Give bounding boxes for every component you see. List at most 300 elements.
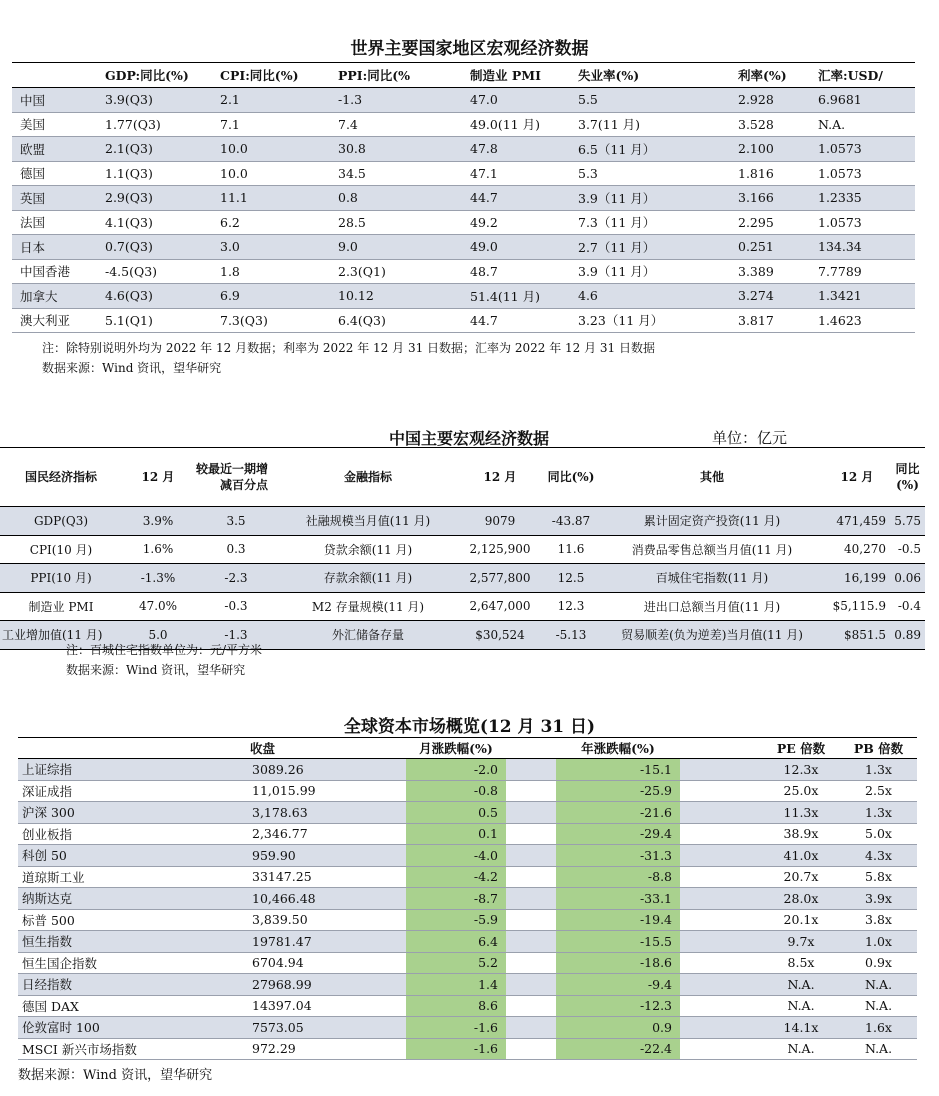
table3-gap — [506, 759, 556, 781]
table3-index-name: 深证成指 — [18, 780, 250, 802]
table2-cell: 3.9% — [122, 507, 194, 536]
table2-cell: 贷款余额(11 月) — [278, 535, 458, 564]
table1-cell: 10.12 — [336, 284, 468, 309]
table2-cell: 16,199 — [824, 564, 890, 593]
table2-header-cell: 较最近一期增减百分点 — [194, 448, 278, 507]
table1-cell: 1.2335 — [816, 186, 915, 211]
table2-cell: -0.4 — [890, 592, 925, 621]
table1-cell: 49.2 — [468, 210, 576, 235]
table3-gap — [680, 888, 762, 910]
table1-cell: 2.295 — [736, 210, 816, 235]
table1-cell: 44.7 — [468, 308, 576, 333]
table3-gap — [506, 866, 556, 888]
world-macro-table — [12, 62, 915, 333]
table3-pb: 1.3x — [840, 802, 917, 824]
table1-cell: 3.166 — [736, 186, 816, 211]
table2-unit: 单位：亿元 — [712, 429, 788, 447]
table3-row — [18, 952, 917, 974]
table3-pe: 25.0x — [762, 780, 840, 802]
table3-year-change: -8.8 — [556, 866, 680, 888]
table3-gap — [680, 995, 762, 1017]
table2-cell: 3.5 — [194, 507, 278, 536]
table2-cell: 11.6 — [542, 535, 600, 564]
table1-cell: 3.9（11 月） — [576, 186, 736, 211]
table2-cell: 12.3 — [542, 592, 600, 621]
table2-header-cell: 同比(%) — [890, 448, 925, 507]
table3-title: 全球资本市场概览(12 月 31 日) — [343, 717, 596, 737]
table3-row — [18, 909, 917, 931]
table2-header-cell: 12 月 — [458, 448, 542, 507]
table1-cell: 10.0 — [218, 137, 336, 162]
table1-cell: 7.1 — [218, 112, 336, 137]
table3-month-change: 1.4 — [406, 974, 506, 996]
table3-gap — [680, 1017, 762, 1039]
table1-header-cell: 汇率:USD/ — [816, 63, 915, 88]
table1-region-cell: 美国 — [12, 112, 103, 137]
table1-cell: 48.7 — [468, 259, 576, 284]
table3-gap — [506, 974, 556, 996]
table3-pe: 41.0x — [762, 845, 840, 867]
table3-header-cell: PE 倍数 — [762, 738, 840, 759]
table3-pb: 1.0x — [840, 931, 917, 953]
table2-header-cell: 其他 — [600, 448, 824, 507]
table3-month-change: -4.2 — [406, 866, 506, 888]
table3-year-change: -25.9 — [556, 780, 680, 802]
table3-gap — [680, 802, 762, 824]
table3-index-name: 上证综指 — [18, 759, 250, 781]
table1-cell: 134.34 — [816, 235, 915, 260]
table2-cell: CPI(10 月) — [0, 535, 122, 564]
table1-region-cell: 德国 — [12, 161, 103, 186]
table3-year-change: -21.6 — [556, 802, 680, 824]
table3-month-change: 6.4 — [406, 931, 506, 953]
table3-pe: 28.0x — [762, 888, 840, 910]
table2-cell: -0.5 — [890, 535, 925, 564]
table3-year-change: -9.4 — [556, 974, 680, 996]
table3-year-change: -18.6 — [556, 952, 680, 974]
table3-header-cell: 月涨跌幅(%) — [406, 738, 506, 759]
table1-cell: 5.3 — [576, 161, 736, 186]
table2-cell: 5.0 — [122, 621, 194, 650]
table1-cell: 1.816 — [736, 161, 816, 186]
table3-row — [18, 780, 917, 802]
table3-index-name: 科创 50 — [18, 845, 250, 867]
table2-cell: -2.3 — [194, 564, 278, 593]
table3-month-change: -4.0 — [406, 845, 506, 867]
table1-cell: 49.0(11 月) — [468, 112, 576, 137]
table1-cell: 51.4(11 月) — [468, 284, 576, 309]
table3-close: 7573.05 — [250, 1017, 406, 1039]
table3-close: 2,346.77 — [250, 823, 406, 845]
table3-month-change: -2.0 — [406, 759, 506, 781]
table1-cell: -4.5(Q3) — [103, 259, 218, 284]
table3-gap — [680, 974, 762, 996]
table3-pb: 4.3x — [840, 845, 917, 867]
table1-row — [12, 88, 915, 113]
table1-cell: 0.251 — [736, 235, 816, 260]
table3-pb: 3.8x — [840, 909, 917, 931]
table3-pb: N.A. — [840, 974, 917, 996]
table1-cell: 0.8 — [336, 186, 468, 211]
table2-header-cell: 12 月 — [122, 448, 194, 507]
table3-close: 10,466.48 — [250, 888, 406, 910]
table1-cell: 1.8 — [218, 259, 336, 284]
table2-cell: 5.75 — [890, 507, 925, 536]
table3-pe: 14.1x — [762, 1017, 840, 1039]
table1-cell: 30.8 — [336, 137, 468, 162]
table3-year-change: -22.4 — [556, 1038, 680, 1060]
table3-row — [18, 759, 917, 781]
table1-region-cell: 英国 — [12, 186, 103, 211]
table3-month-change: 8.6 — [406, 995, 506, 1017]
table3-row — [18, 866, 917, 888]
table1-cell: 2.1(Q3) — [103, 137, 218, 162]
table1-cell: 47.1 — [468, 161, 576, 186]
table1-row — [12, 308, 915, 333]
table3-pb: 1.6x — [840, 1017, 917, 1039]
table3-gap — [506, 995, 556, 1017]
table1-cell: 6.5（11 月） — [576, 137, 736, 162]
table2-cell: -1.3% — [122, 564, 194, 593]
table1-cell: 3.9（11 月） — [576, 259, 736, 284]
table2-cell: 9079 — [458, 507, 542, 536]
table3-gap — [506, 1038, 556, 1060]
table3-index-name: 沪深 300 — [18, 802, 250, 824]
table1-cell: 6.4(Q3) — [336, 308, 468, 333]
table1-cell: 2.3(Q1) — [336, 259, 468, 284]
table3-pb: 5.8x — [840, 866, 917, 888]
table2-cell: $851.5 — [824, 621, 890, 650]
table1-header-cell: 失业率(%) — [576, 63, 736, 88]
table3-gap — [506, 823, 556, 845]
table2-header-cell: 国民经济指标 — [0, 448, 122, 507]
table3-source: 数据来源：Wind 资讯，望华研究 — [18, 1068, 213, 1083]
table1-header-cell: CPI:同比(%) — [218, 63, 336, 88]
table1-cell: 2.928 — [736, 88, 816, 113]
table2-cell: 进出口总额当月值(11 月) — [600, 592, 824, 621]
table3-pe: 20.7x — [762, 866, 840, 888]
table3-close: 19781.47 — [250, 931, 406, 953]
table1-cell: 3.274 — [736, 284, 816, 309]
table3-pe: N.A. — [762, 995, 840, 1017]
table1-cell: 49.0 — [468, 235, 576, 260]
table2-cell: 2,577,800 — [458, 564, 542, 593]
table2-cell: -43.87 — [542, 507, 600, 536]
table2-row — [0, 592, 925, 621]
table2-cell: 工业增加值(11 月) — [0, 621, 122, 650]
table3-close: 3089.26 — [250, 759, 406, 781]
table1-cell: 3.817 — [736, 308, 816, 333]
table2-cell: 2,647,000 — [458, 592, 542, 621]
table3-month-change: -5.9 — [406, 909, 506, 931]
table3-index-name: 恒生国企指数 — [18, 952, 250, 974]
table2-cell: GDP(Q3) — [0, 507, 122, 536]
table2-cell: 制造业 PMI — [0, 592, 122, 621]
table3-gap — [680, 780, 762, 802]
table2-cell: 0.89 — [890, 621, 925, 650]
table3-close: 972.29 — [250, 1038, 406, 1060]
table1-cell: 3.7(11 月) — [576, 112, 736, 137]
table3-month-change: -8.7 — [406, 888, 506, 910]
table3-header-cell — [680, 738, 762, 759]
table2-cell: $5,115.9 — [824, 592, 890, 621]
table3-header-cell: PB 倍数 — [840, 738, 917, 759]
table1-header-cell — [12, 63, 103, 88]
table3-month-change: -0.8 — [406, 780, 506, 802]
table3-gap — [506, 802, 556, 824]
table3-year-change: -19.4 — [556, 909, 680, 931]
table3-pe: 38.9x — [762, 823, 840, 845]
table2-header-row — [0, 448, 925, 507]
table2-cell: $30,524 — [458, 621, 542, 650]
table2-cell: 471,459 — [824, 507, 890, 536]
table2-note: 注：百城住宅指数单位为：元/平方米 — [66, 643, 263, 657]
table3-month-change: 0.1 — [406, 823, 506, 845]
table1-cell: N.A. — [816, 112, 915, 137]
table3-close: 6704.94 — [250, 952, 406, 974]
table3-row — [18, 1017, 917, 1039]
table2-cell: 0.06 — [890, 564, 925, 593]
table3-row — [18, 974, 917, 996]
table3-year-change: -29.4 — [556, 823, 680, 845]
table1-cell: 3.528 — [736, 112, 816, 137]
table3-pe: N.A. — [762, 974, 840, 996]
table2-cell: 12.5 — [542, 564, 600, 593]
table2-cell: 百城住宅指数(11 月) — [600, 564, 824, 593]
table1-cell: 4.6(Q3) — [103, 284, 218, 309]
table1-cell: -1.3 — [336, 88, 468, 113]
table1-cell: 1.3421 — [816, 284, 915, 309]
table1-cell: 5.1(Q1) — [103, 308, 218, 333]
table1-row — [12, 186, 915, 211]
table3-header-cell: 收盘 — [250, 738, 406, 759]
table2-cell: -1.3 — [194, 621, 278, 650]
global-market-table — [18, 737, 917, 1060]
table3-header-cell — [18, 738, 250, 759]
table1-cell: 47.0 — [468, 88, 576, 113]
table3-pb: 1.3x — [840, 759, 917, 781]
table1-cell: 9.0 — [336, 235, 468, 260]
table1-cell: 3.23（11 月） — [576, 308, 736, 333]
table3-index-name: 纳斯达克 — [18, 888, 250, 910]
table3-pe: 9.7x — [762, 931, 840, 953]
table3-month-change: -1.6 — [406, 1038, 506, 1060]
table3-index-name: 标普 500 — [18, 909, 250, 931]
table3-index-name: 创业板指 — [18, 823, 250, 845]
table2-header-cell: 同比(%) — [542, 448, 600, 507]
table1-row — [12, 112, 915, 137]
table3-close: 11,015.99 — [250, 780, 406, 802]
table1-cell: 1.0573 — [816, 161, 915, 186]
table3-gap — [506, 845, 556, 867]
table3-row — [18, 931, 917, 953]
table3-year-change: -12.3 — [556, 995, 680, 1017]
table3-gap — [680, 952, 762, 974]
table1-cell: 2.7（11 月） — [576, 235, 736, 260]
table3-header-cell — [506, 738, 556, 759]
table1-cell: 1.1(Q3) — [103, 161, 218, 186]
table2-cell: PPI(10 月) — [0, 564, 122, 593]
table3-gap — [680, 866, 762, 888]
table2-cell: 2,125,900 — [458, 535, 542, 564]
table3-year-change: -33.1 — [556, 888, 680, 910]
table3-pe: 11.3x — [762, 802, 840, 824]
table3-gap — [506, 931, 556, 953]
table1-header-cell: 制造业 PMI — [468, 63, 576, 88]
table3-year-change: -31.3 — [556, 845, 680, 867]
table1-cell: 11.1 — [218, 186, 336, 211]
table1-cell: 6.9681 — [816, 88, 915, 113]
table2-row — [0, 507, 925, 536]
table1-row — [12, 284, 915, 309]
table1-row — [12, 161, 915, 186]
table3-pe: N.A. — [762, 1038, 840, 1060]
table2-cell: M2 存量规模(11 月) — [278, 592, 458, 621]
table3-gap — [680, 759, 762, 781]
table3-pe: 12.3x — [762, 759, 840, 781]
table2-cell: 社融规模当月值(11 月) — [278, 507, 458, 536]
table1-region-cell: 欧盟 — [12, 137, 103, 162]
table1-cell: 2.100 — [736, 137, 816, 162]
table2-row — [0, 564, 925, 593]
table1-region-cell: 法国 — [12, 210, 103, 235]
table2-cell: 40,270 — [824, 535, 890, 564]
table3-pb: 3.9x — [840, 888, 917, 910]
table1-cell: 1.0573 — [816, 210, 915, 235]
table1-cell: 47.8 — [468, 137, 576, 162]
table1-cell: 2.9(Q3) — [103, 186, 218, 211]
china-macro-table — [0, 447, 925, 650]
table1-cell: 5.5 — [576, 88, 736, 113]
table2-cell: 0.3 — [194, 535, 278, 564]
table3-index-name: 道琼斯工业 — [18, 866, 250, 888]
table3-row — [18, 802, 917, 824]
table3-row — [18, 888, 917, 910]
table3-index-name: 恒生指数 — [18, 931, 250, 953]
table1-cell: 7.7789 — [816, 259, 915, 284]
table2-title: 中国主要宏观经济数据 — [389, 429, 550, 448]
table3-gap — [680, 845, 762, 867]
table1-cell: 3.9(Q3) — [103, 88, 218, 113]
table3-row — [18, 823, 917, 845]
table3-pb: 5.0x — [840, 823, 917, 845]
table1-cell: 6.9 — [218, 284, 336, 309]
table3-gap — [680, 1038, 762, 1060]
table3-gap — [506, 1017, 556, 1039]
table1-header-cell: GDP:同比(%) — [103, 63, 218, 88]
table3-gap — [680, 909, 762, 931]
table1-cell: 1.4623 — [816, 308, 915, 333]
table3-year-change: -15.1 — [556, 759, 680, 781]
table3-close: 27968.99 — [250, 974, 406, 996]
table1-cell: 0.7(Q3) — [103, 235, 218, 260]
table2-header-cell: 12 月 — [824, 448, 890, 507]
table2-cell: 1.6% — [122, 535, 194, 564]
table1-cell: 10.0 — [218, 161, 336, 186]
table1-cell: 34.5 — [336, 161, 468, 186]
table2-cell: 存款余额(11 月) — [278, 564, 458, 593]
table3-pb: 2.5x — [840, 780, 917, 802]
table1-cell: 7.3（11 月） — [576, 210, 736, 235]
table3-row — [18, 995, 917, 1017]
table2-cell: 外汇储备存量 — [278, 621, 458, 650]
table3-index-name: 日经指数 — [18, 974, 250, 996]
table3-header-cell: 年涨跌幅(%) — [556, 738, 680, 759]
table3-pb: N.A. — [840, 995, 917, 1017]
table3-year-change: 0.9 — [556, 1017, 680, 1039]
table3-row — [18, 1038, 917, 1060]
table3-index-name: MSCI 新兴市场指数 — [18, 1038, 250, 1060]
table2-cell: 贸易顺差(负为逆差)当月值(11 月) — [600, 621, 824, 650]
table1-header-cell: 利率(%) — [736, 63, 816, 88]
table1-note: 注：除特别说明外均为 2022 年 12 月数据；利率为 2022 年 12 月 31 日数据；汇率为 2022 年 12 月 31 日数据 — [42, 341, 655, 355]
table1-cell: 1.0573 — [816, 137, 915, 162]
table1-header-row — [12, 63, 915, 88]
table3-month-change: 0.5 — [406, 802, 506, 824]
table3-month-change: 5.2 — [406, 952, 506, 974]
table1-source: 数据来源：Wind 资讯，望华研究 — [42, 361, 222, 375]
table2-cell: -5.13 — [542, 621, 600, 650]
table3-header-row — [18, 738, 917, 759]
table1-cell: 2.1 — [218, 88, 336, 113]
table2-cell: -0.3 — [194, 592, 278, 621]
table1-region-cell: 日本 — [12, 235, 103, 260]
table2-row — [0, 535, 925, 564]
table2-cell: 47.0% — [122, 592, 194, 621]
table1-cell: 7.4 — [336, 112, 468, 137]
table3-gap — [680, 931, 762, 953]
table1-region-cell: 中国 — [12, 88, 103, 113]
table1-row — [12, 210, 915, 235]
table1-cell: 28.5 — [336, 210, 468, 235]
table2-cell: 累计固定资产投资(11 月) — [600, 507, 824, 536]
table1-header-cell: PPI:同比(% — [336, 63, 468, 88]
table3-gap — [506, 888, 556, 910]
table3-gap — [506, 780, 556, 802]
table3-close: 33147.25 — [250, 866, 406, 888]
table2-cell: 消费品零售总额当月值(11 月) — [600, 535, 824, 564]
table1-cell: 44.7 — [468, 186, 576, 211]
table3-close: 3,178.63 — [250, 802, 406, 824]
table3-year-change: -15.5 — [556, 931, 680, 953]
table3-pe: 8.5x — [762, 952, 840, 974]
table3-index-name: 伦敦富时 100 — [18, 1017, 250, 1039]
table2-source: 数据来源：Wind 资讯，望华研究 — [66, 663, 246, 677]
table3-gap — [506, 909, 556, 931]
table3-index-name: 德国 DAX — [18, 995, 250, 1017]
table3-month-change: -1.6 — [406, 1017, 506, 1039]
table1-cell: 3.389 — [736, 259, 816, 284]
table1-cell: 4.1(Q3) — [103, 210, 218, 235]
table3-close: 3,839.50 — [250, 909, 406, 931]
table3-row — [18, 845, 917, 867]
table3-pb: N.A. — [840, 1038, 917, 1060]
table2-header-cell: 金融指标 — [278, 448, 458, 507]
table1-row — [12, 235, 915, 260]
table3-gap — [506, 952, 556, 974]
table3-pe: 20.1x — [762, 909, 840, 931]
table1-region-cell: 加拿大 — [12, 284, 103, 309]
table1-cell: 7.3(Q3) — [218, 308, 336, 333]
table1-region-cell: 中国香港 — [12, 259, 103, 284]
table1-title: 世界主要国家地区宏观经济数据 — [350, 39, 589, 59]
table3-close: 14397.04 — [250, 995, 406, 1017]
table3-gap — [680, 823, 762, 845]
table3-pb: 0.9x — [840, 952, 917, 974]
table1-cell: 6.2 — [218, 210, 336, 235]
table1-cell: 1.77(Q3) — [103, 112, 218, 137]
table1-row — [12, 259, 915, 284]
